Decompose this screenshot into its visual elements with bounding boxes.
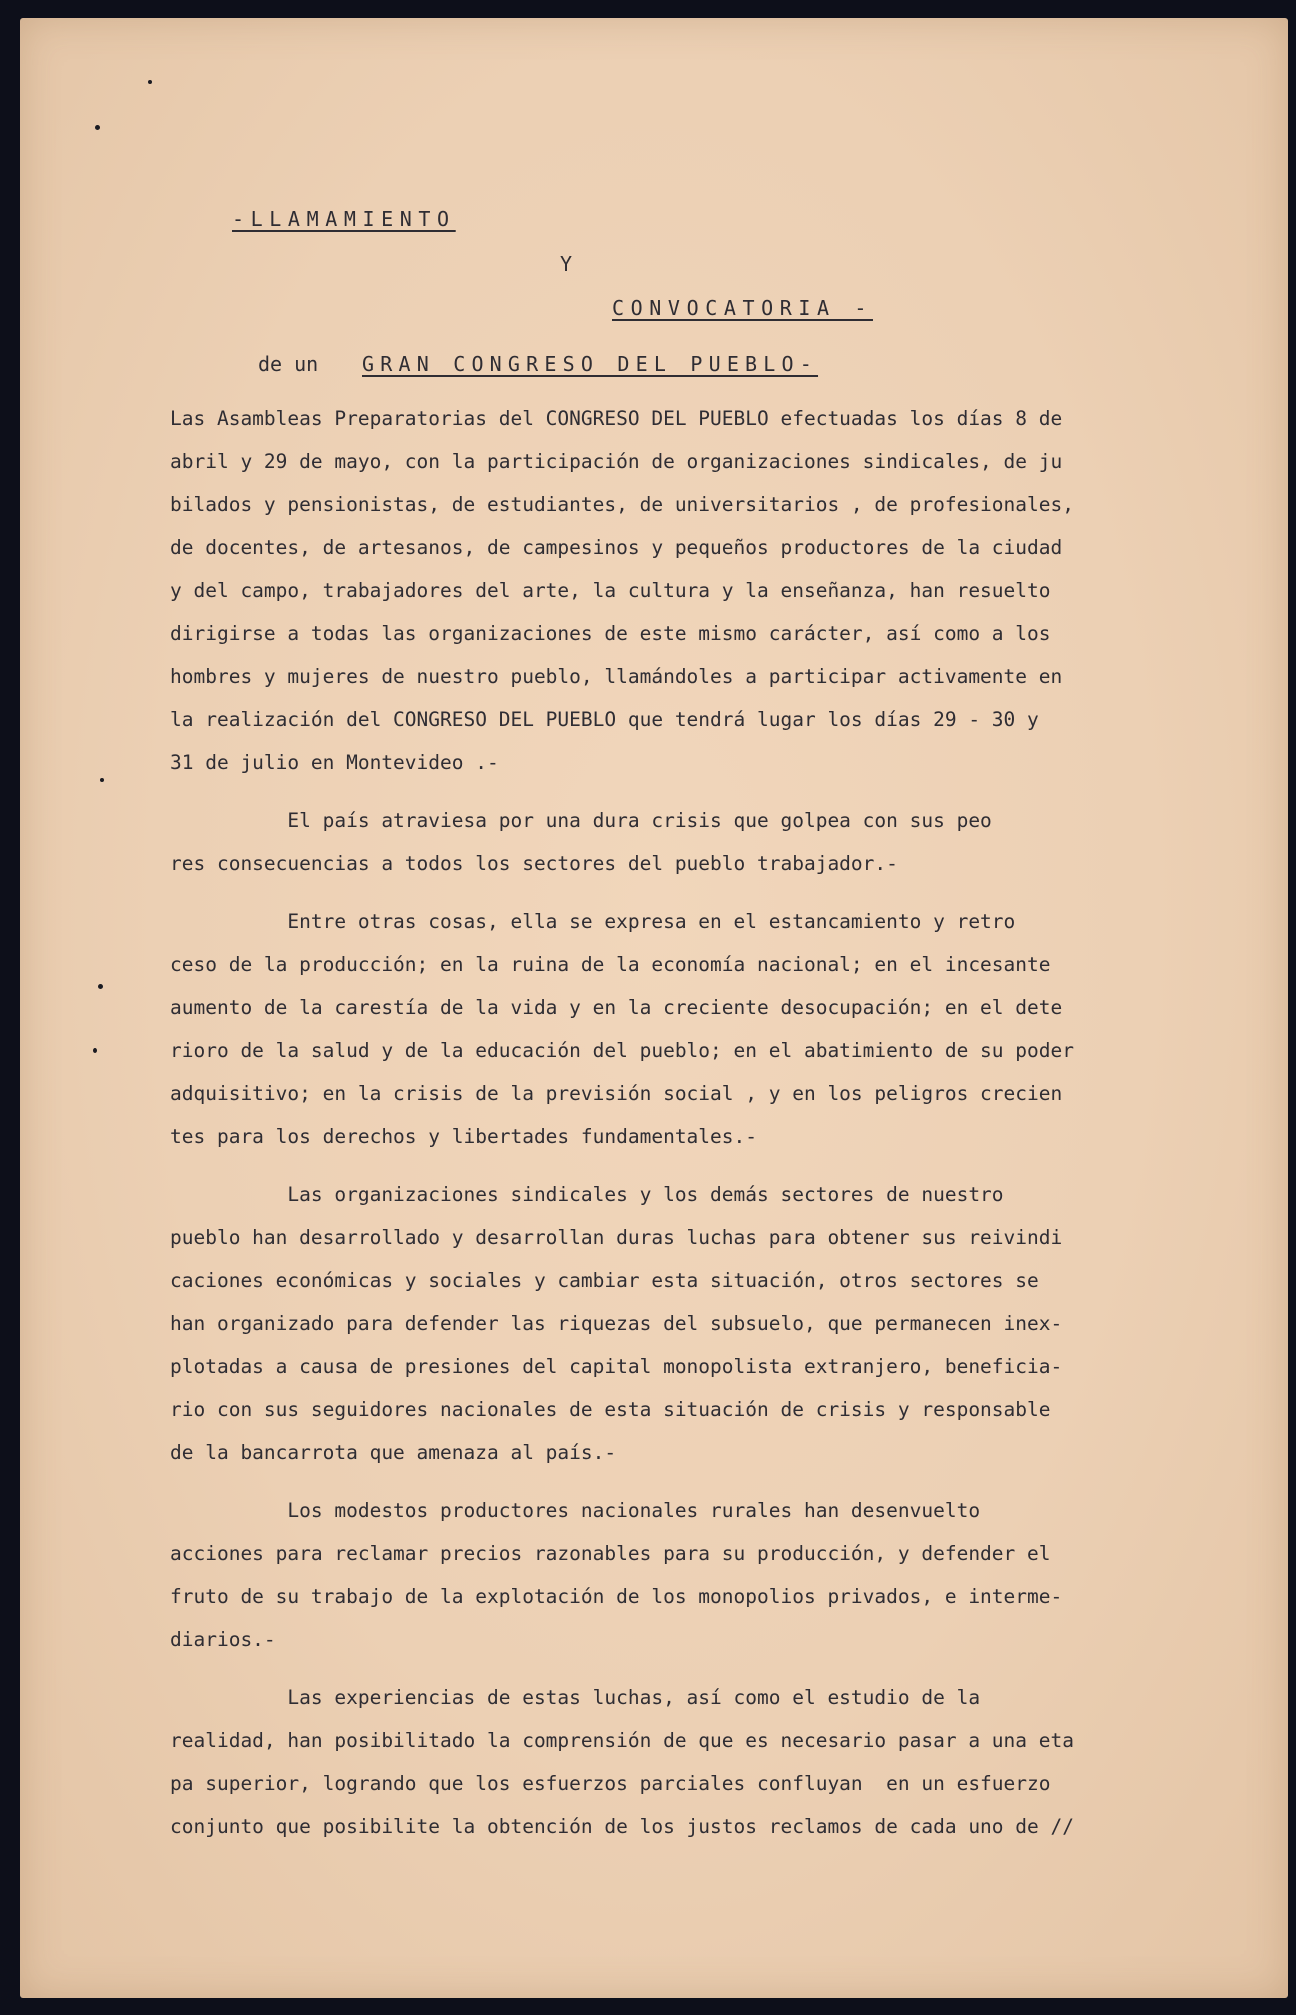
text-line: realidad, han posibilitado la comprensión de que es necesario pasar a una eta [170, 1729, 1074, 1752]
ink-speck [100, 778, 104, 782]
text-line: aumento de la carestía de la vida y en la creciente desocupación; en el dete [170, 996, 1063, 1019]
text-line: rio con sus seguidores nacionales de esta situación de crisis y responsable [170, 1398, 1051, 1421]
text-line: la realización del CONGRESO DEL PUEBLO que tendrá lugar los días 29 - 30 y [170, 708, 1039, 731]
text-line: 31 de julio en Montevideo .- [170, 751, 499, 774]
text-line: Entre otras cosas, ella se expresa en el estancamiento y retro [170, 910, 1016, 933]
text-line: tes para los derechos y libertades fundamentales.- [170, 1125, 757, 1148]
text-line: caciones económicas y sociales y cambiar esta situación, otros sectores se [170, 1269, 1039, 1292]
text-line: adquisitivo; en la crisis de la previsión social , y en los peligros crecien [170, 1082, 1063, 1105]
text-line: pueblo han desarrollado y desarrollan duras luchas para obtener sus reivindi [170, 1226, 1063, 1249]
text-line: fruto de su trabajo de la explotación de los monopolios privados, e interme- [170, 1585, 1063, 1608]
text-line: diarios.- [170, 1628, 276, 1651]
ink-speck [148, 80, 152, 84]
heading-convocatoria: CONVOCATORIA - [612, 296, 873, 320]
text-line: conjunto que posibilite la obtención de los justos reclamos de cada uno de // [170, 1815, 1074, 1838]
text-line: plotadas a causa de presiones del capital monopolista extranjero, beneficia- [170, 1355, 1063, 1378]
text-line: Las Asambleas Preparatorias del CONGRESO DEL PUEBLO efectuadas los días 8 de [170, 407, 1063, 430]
text-line: han organizado para defender las riquezas del subsuelo, que permanecen inex- [170, 1312, 1063, 1335]
heading-gran-congreso: GRAN CONGRESO DEL PUEBLO- [362, 352, 819, 376]
text-line: abril y 29 de mayo, con la participación de organizaciones sindicales, de ju [170, 450, 1063, 473]
heading-subtitle-prefix: de un [258, 352, 319, 376]
text-line: acciones para reclamar precios razonables para su producción, y defender el [170, 1542, 1051, 1565]
text-line: bilados y pensionistas, de estudiantes, de universitarios , de profesionales, [170, 493, 1074, 516]
text-line: de docentes, de artesanos, de campesinos y pequeños productores de la ciudad [170, 536, 1063, 559]
text-line: de la bancarrota que amenaza al país.- [170, 1441, 617, 1464]
text-line: Las experiencias de estas luchas, así como el estudio de la [170, 1686, 981, 1709]
text-line: ceso de la producción; en la ruina de la economía nacional; en el incesante [170, 953, 1051, 976]
text-line: pa superior, logrando que los esfuerzos parciales confluyan en un esfuerzo [170, 1772, 1051, 1795]
text-line: El país atraviesa por una dura crisis que golpea con sus peo [170, 809, 992, 832]
text-line: Los modestos productores nacionales rurales han desenvuelto [170, 1499, 981, 1522]
text-line: Las organizaciones sindicales y los demás sectores de nuestro [170, 1183, 1004, 1206]
ink-speck [93, 1048, 97, 1053]
ink-speck [95, 125, 100, 130]
heading-y: Y [560, 252, 573, 276]
text-line: dirigirse a todas las organizaciones de este mismo carácter, así como a los [170, 622, 1051, 645]
ink-speck [98, 984, 103, 989]
text-line: rioro de la salud y de la educación del pueblo; en el abatimiento de su poder [170, 1039, 1074, 1062]
heading-llamamiento: -LLAMAMIENTO [232, 207, 456, 231]
text-line: y del campo, trabajadores del arte, la cultura y la enseñanza, han resuelto [170, 579, 1051, 602]
text-line: res consecuencias a todos los sectores del pueblo trabajador.- [170, 852, 898, 875]
text-line: hombres y mujeres de nuestro pueblo, llamándoles a participar activamente en [170, 665, 1063, 688]
